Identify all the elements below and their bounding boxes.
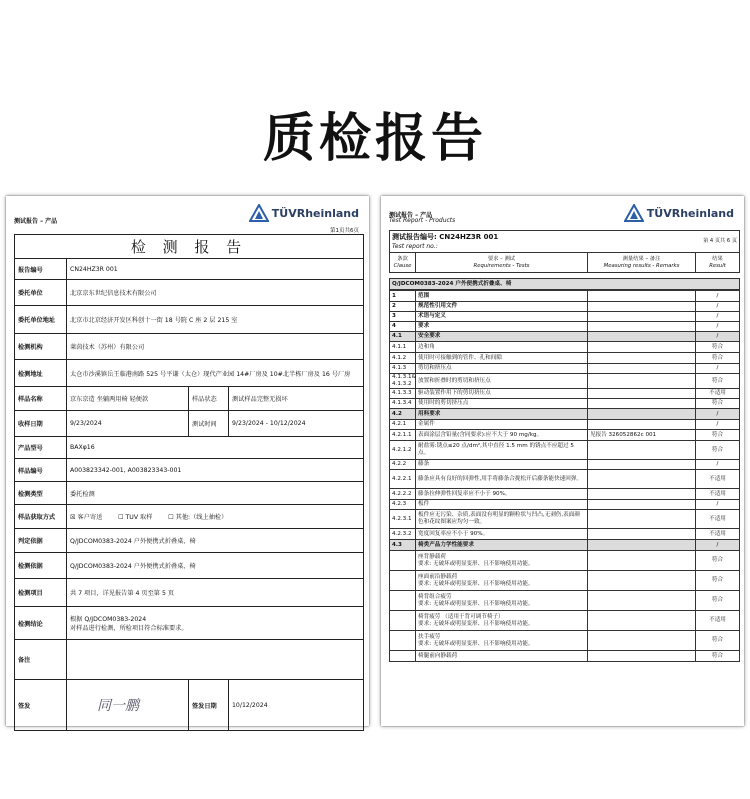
clause-cell: 4.1 <box>390 332 416 342</box>
requirement-detail: 要求: 无破坏或明显变形、且不影响使用功能。 <box>418 600 534 607</box>
table-row <box>390 353 740 364</box>
clause-cell: 4.1.3.4 <box>390 399 416 409</box>
clause-cell: 4.2.3.2 <box>390 529 416 540</box>
table-row <box>390 611 740 631</box>
field-label: 检测地址 <box>15 360 67 387</box>
requirement-cell: 使用时可接触到的管件、孔和间隙 <box>416 353 588 364</box>
field-value: A003823342-001, A003823343-001 <box>67 459 364 482</box>
sampling-method-options <box>67 505 364 529</box>
table-header <box>390 253 740 273</box>
requirement-cell: 藤条 <box>416 460 588 470</box>
requirement-cell: 范围 <box>416 291 588 302</box>
table-row <box>390 551 740 571</box>
report-title: 检 测 报 告 <box>15 235 364 259</box>
measurement-cell <box>588 500 696 510</box>
result-cell: / <box>696 312 740 322</box>
table-row <box>390 489 740 500</box>
requirement-cell: 金属件 <box>416 420 588 430</box>
clause-cell: 4.2 <box>390 409 416 420</box>
field-label: 委托单位地址 <box>15 306 67 334</box>
report-number: CN24HZ3R 001 <box>439 232 499 241</box>
requirement-detail: 要求: 无破坏或明显变形、且不影响使用功能。 <box>418 580 534 587</box>
measurement-cell <box>588 374 696 389</box>
field-value <box>67 640 364 680</box>
field-label: 检测依据 <box>15 553 67 579</box>
clause-cell: 4.2.2 <box>390 460 416 470</box>
result-cell: / <box>696 500 740 510</box>
requirement-detail: 要求: 无破坏或明显变形、且不影响使用功能。 <box>418 620 534 627</box>
result-cell: 符合 <box>696 631 740 651</box>
requirement-cell: 剪切和挤压点 <box>416 364 588 374</box>
field-label: 委托单位 <box>15 280 67 306</box>
table-row <box>390 529 740 540</box>
sheet-heading: 测试报告 – 产品 <box>389 212 433 219</box>
measurement-cell <box>588 441 696 460</box>
conclusion-line: 根据 Q/JDCOM0383-2024 <box>70 616 147 623</box>
table-row <box>390 500 740 510</box>
field-value: 共 7 项目，详见报告第 4 页至第 5 页 <box>67 579 364 607</box>
measurement-cell <box>588 409 696 420</box>
clause-cell <box>390 631 416 651</box>
header-clause-en: Clause <box>393 262 412 269</box>
clause-cell <box>390 611 416 631</box>
table-row <box>390 409 740 420</box>
sheet-heading: 测试报告 – 产品 <box>14 218 58 225</box>
measurement-cell <box>588 353 696 364</box>
result-cell: 符合 <box>696 399 740 409</box>
result-cell: 不适用 <box>696 529 740 540</box>
test-results-sheet <box>381 196 744 726</box>
clause-cell: 4.2.2.1 <box>390 470 416 489</box>
measurement-cell <box>588 302 696 312</box>
field-label: 样品状态 <box>189 387 229 411</box>
measurement-cell <box>588 631 696 651</box>
result-cell: 符合 <box>696 430 740 441</box>
option-client-sent: ☒ 客户寄送 <box>70 514 103 521</box>
field-label: 报告编号 <box>15 259 67 280</box>
result-cell: 符合 <box>696 571 740 591</box>
field-value: 京东京造 坐躺两用椅 轻便款 <box>67 387 189 411</box>
requirement-title: 椅背组合疲劳 <box>418 593 452 600</box>
requirement-cell: 藤条拉伸弹性回复率应不小于 90%。 <box>416 489 588 500</box>
clause-cell: 4.1.3.3 <box>390 389 416 399</box>
requirement-cell: 要求 <box>416 322 588 332</box>
clause-cell: 4.1.3.1& 4.1.3.2 <box>390 374 416 389</box>
report-cover-sheet <box>6 196 369 726</box>
header-measuring: 测量结果 – 备注 <box>622 255 661 262</box>
requirement-detail: 要求: 无破坏或明显变形、且不影响使用功能。 <box>418 560 534 567</box>
measurement-cell <box>588 364 696 374</box>
requirement-cell: 椅类产品力学性能要求 <box>416 540 588 551</box>
clause-cell: 4.2.3.1 <box>390 510 416 529</box>
logo-text: TÜVRheinland <box>271 206 359 220</box>
measurement-cell <box>588 470 696 489</box>
result-cell: / <box>696 291 740 302</box>
header-requirements-en: Requirements - Tests <box>473 262 530 269</box>
table-row <box>390 312 740 322</box>
table-row <box>390 631 740 651</box>
requirement-cell: 板件应无污染、杂质,表面没有明显的颗粒状与凹凸,无剥伤,表面颜色和花纹图案应均匀一致。 <box>416 510 588 529</box>
report-number-cell <box>390 231 696 253</box>
measurement-cell: 见报告 326052862c 001 <box>588 430 696 441</box>
clause-cell: 3 <box>390 312 416 322</box>
triangle-logo-icon <box>249 204 269 222</box>
requirement-cell: 术语与定义 <box>416 312 588 322</box>
clause-cell: 4.3 <box>390 540 416 551</box>
field-label: 备注 <box>15 640 67 680</box>
result-cell: 符合 <box>696 651 740 662</box>
clause-cell <box>390 591 416 611</box>
field-label: 样品名称 <box>15 387 67 411</box>
table-row <box>390 470 740 489</box>
field-label: 检测类型 <box>15 482 67 505</box>
header-result-en: Result <box>709 262 726 269</box>
result-cell: 不适用 <box>696 611 740 631</box>
measurement-cell <box>588 591 696 611</box>
table-row <box>390 591 740 611</box>
result-cell: 符合 <box>696 342 740 353</box>
result-cell: / <box>696 302 740 312</box>
result-cell: / <box>696 322 740 332</box>
table-row <box>390 342 740 353</box>
table-row <box>390 651 740 662</box>
table-row <box>390 291 740 302</box>
test-rows-table <box>389 290 740 662</box>
result-cell: 符合 <box>696 551 740 571</box>
field-label: 样品编号 <box>15 459 67 482</box>
clause-cell: 4.1.3 <box>390 364 416 374</box>
result-cell: 符合 <box>696 353 740 364</box>
field-label: 测试时间 <box>189 411 229 437</box>
field-value: 太仓市沙溪镇岳王临港南路 525 号平谦（太仓）现代产业园 14#厂房及 10#北半栋厂房及 16 号厂房 <box>67 360 364 387</box>
requirement-detail: 要求: 无破坏或明显变形、且不影响使用功能。 <box>418 640 534 647</box>
clause-cell: 4 <box>390 322 416 332</box>
field-value: 9/23/2024 <box>67 411 189 437</box>
report-number-label: 测试报告编号: <box>392 232 437 241</box>
result-cell: / <box>696 364 740 374</box>
requirement-cell: 规范性引用文件 <box>416 302 588 312</box>
requirement-title: 扶手疲劳 <box>418 633 441 640</box>
clause-cell: 2 <box>390 302 416 312</box>
requirement-cell: 放置和折叠时的剪切和挤压点 <box>416 374 588 389</box>
result-cell: 符合 <box>696 591 740 611</box>
page-number: 第1页共6页 <box>330 228 359 234</box>
field-value: Q/JDCOM0383-2024 户外便携式折叠桌、椅 <box>67 553 364 579</box>
result-cell: 不适用 <box>696 489 740 500</box>
field-label: 检测机构 <box>15 334 67 360</box>
table-row <box>390 430 740 441</box>
table-row <box>390 441 740 460</box>
measurement-cell <box>588 312 696 322</box>
table-row <box>390 460 740 470</box>
clause-cell: 4.2.1 <box>390 420 416 430</box>
requirement-title: 椅背疲劳 （适用于背可调节椅子） <box>418 613 504 620</box>
clause-cell <box>390 571 416 591</box>
page-title: 质检报告 <box>262 109 487 169</box>
clause-cell <box>390 551 416 571</box>
measurement-cell <box>588 551 696 571</box>
requirement-cell: 椅腿前向静载荷 <box>416 651 588 662</box>
table-row <box>390 510 740 529</box>
field-value: 莱茵技术（苏州）有限公司 <box>67 334 364 360</box>
requirement-cell: 宽度回复率应不小于 90%。 <box>416 529 588 540</box>
requirement-cell: 驱动装置作用下的剪切挤压点 <box>416 389 588 399</box>
result-cell: / <box>696 420 740 430</box>
measurement-cell <box>588 460 696 470</box>
table-row <box>390 399 740 409</box>
field-value: 10/12/2024 <box>229 680 364 731</box>
measurement-cell <box>588 399 696 409</box>
field-label: 产品型号 <box>15 437 67 459</box>
logo-text: TÜVRheinland <box>646 206 734 220</box>
measurement-cell <box>588 389 696 399</box>
field-label: 检测项目 <box>15 579 67 607</box>
clause-cell: 4.2.3 <box>390 500 416 510</box>
clause-cell: 4.1.1 <box>390 342 416 353</box>
result-cell: 符合 <box>696 441 740 460</box>
result-cell: / <box>696 332 740 342</box>
clause-cell <box>390 651 416 662</box>
report-number-label-en: Test report no.: <box>392 242 438 250</box>
measurement-cell <box>588 332 696 342</box>
measurement-cell <box>588 529 696 540</box>
test-results-table <box>389 230 740 290</box>
requirement-cell: 藤条应具有良好的回弹性,用手将藤条合拢松开后藤条能快速回弹。 <box>416 470 588 489</box>
header-clause: 条款 <box>397 255 408 262</box>
requirement-cell: 用料要求 <box>416 409 588 420</box>
page-number: 第 4 页共 6 页 <box>696 231 740 253</box>
requirement-cell <box>416 551 588 571</box>
requirement-title: 座面前沿静载荷 <box>418 573 458 580</box>
requirement-cell: 安全要求 <box>416 332 588 342</box>
result-cell: 不适用 <box>696 470 740 489</box>
measurement-cell <box>588 420 696 430</box>
field-value: 测试样品完整无损坏 <box>229 387 364 411</box>
table-row <box>390 332 740 342</box>
field-value: 9/23/2024 - 10/12/2024 <box>229 411 364 437</box>
result-cell: / <box>696 460 740 470</box>
report-table <box>14 234 364 731</box>
field-value: BAXφ16 <box>67 437 364 459</box>
field-value: CN24HZ3R 001 <box>67 259 364 280</box>
clause-cell: 4.1.2 <box>390 353 416 364</box>
requirement-cell <box>416 571 588 591</box>
requirement-cell: 表面涂层含铅量(含同要求):应不大于 90 mg/kg。 <box>416 430 588 441</box>
measurement-cell <box>588 342 696 353</box>
field-value: 委托检测 <box>67 482 364 505</box>
requirement-cell: 板件 <box>416 500 588 510</box>
measurement-cell <box>588 322 696 332</box>
table-row <box>390 571 740 591</box>
table-row <box>390 420 740 430</box>
clause-cell: 4.2.2.2 <box>390 489 416 500</box>
requirement-cell <box>416 631 588 651</box>
table-row <box>390 389 740 399</box>
result-cell: 不适用 <box>696 389 740 399</box>
option-other: ☐ 其他:（线上抽检） <box>168 514 228 521</box>
requirement-title: 座背静载荷 <box>418 553 446 560</box>
measurement-cell <box>588 611 696 631</box>
requirement-cell: 耐盐雾:锈点≤20 点/dm²,其中直径 1.5 mm 的锈点不应超过 5 点。 <box>416 441 588 460</box>
field-label: 收样日期 <box>15 411 67 437</box>
field-value: 北京市北京经济开发区科创十一街 18 号院 C 座 2 层 215 室 <box>67 306 364 334</box>
sheet-subheading: Test Report - Products <box>389 217 456 224</box>
field-label: 检测结论 <box>15 607 67 640</box>
clause-cell: 4.2.1.2 <box>390 441 416 460</box>
field-label: 样品获取方式 <box>15 505 67 529</box>
standard-title: Q/JDCOM0383-2024 户外便携式折叠桌、椅 <box>390 279 740 290</box>
option-tuv-sampling: ☐ TUV 取样 <box>118 514 153 521</box>
tuv-logo <box>624 204 734 222</box>
requirement-cell <box>416 591 588 611</box>
conclusion-line: 对样品进行检测，所检项目符合标准要求。 <box>70 625 188 632</box>
table-row <box>390 364 740 374</box>
clause-cell: 1 <box>390 291 416 302</box>
measurement-cell <box>588 571 696 591</box>
measurement-cell <box>588 510 696 529</box>
triangle-logo-icon <box>624 204 644 222</box>
header-result: 结果 <box>712 255 723 262</box>
requirement-cell <box>416 611 588 631</box>
table-row <box>390 540 740 551</box>
measurement-cell <box>588 540 696 551</box>
requirement-cell: 使用时的剪切挤压点 <box>416 399 588 409</box>
measurement-cell <box>588 489 696 500</box>
tuv-logo <box>249 204 359 222</box>
field-label: 签发 <box>15 680 67 731</box>
result-cell: / <box>696 540 740 551</box>
header-measuring-en: Measuring results - Remarks <box>603 262 680 269</box>
header-requirements: 要求 – 测试 <box>487 255 516 262</box>
signature: 同一鹏 <box>97 698 139 714</box>
requirement-cell: 边和角 <box>416 342 588 353</box>
result-cell: / <box>696 409 740 420</box>
field-label: 判定依据 <box>15 529 67 553</box>
result-cell: 不适用 <box>696 510 740 529</box>
measurement-cell <box>588 291 696 302</box>
field-value: Q/JDCOM0383-2024 户外便携式折叠桌、椅 <box>67 529 364 553</box>
conclusion-cell <box>67 607 364 640</box>
field-value: 北京京东世纪信息技术有限公司 <box>67 280 364 306</box>
table-row <box>390 374 740 389</box>
clause-cell: 4.2.1.1 <box>390 430 416 441</box>
table-row <box>390 322 740 332</box>
field-label: 签发日期 <box>189 680 229 731</box>
result-cell: 符合 <box>696 374 740 389</box>
table-row <box>390 302 740 312</box>
measurement-cell <box>588 651 696 662</box>
